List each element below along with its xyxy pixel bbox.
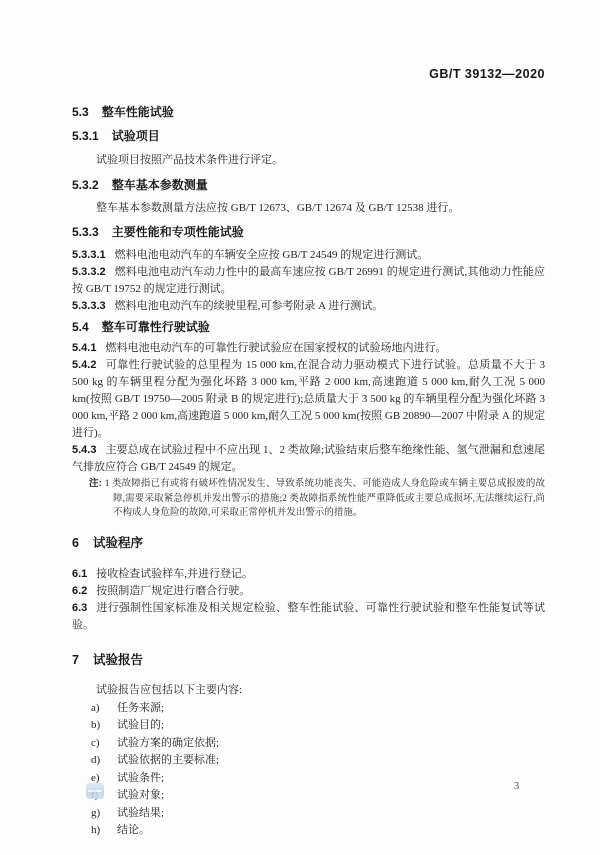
report-item-c [91, 735, 545, 753]
heading-number: 5.3.3 [72, 225, 99, 239]
report-item-f [91, 787, 545, 805]
heading-title: 试验程序 [92, 535, 143, 550]
paragraph-5-3-1: 试验项目按照产品技术条件进行评定。 [96, 154, 283, 166]
page-number: 3 [514, 781, 520, 792]
item-letter: c) [91, 736, 100, 749]
item-letter: d) [91, 754, 101, 766]
heading-5-4 [72, 319, 545, 336]
heading-5-3-1 [72, 128, 545, 145]
clause-number: 5.4.2 [72, 359, 97, 371]
watermark-logo [86, 783, 104, 799]
clause-text: 按照制造厂规定进行磨合行驶。 [96, 584, 251, 597]
item-text: 试验结果; [117, 806, 165, 819]
heading-title: 整车基本参数测量 [111, 178, 208, 192]
item-letter: b) [91, 719, 101, 731]
item-letter: h) [91, 824, 101, 836]
clause-text: 接收检查试验样车,并进行登记。 [96, 567, 254, 580]
heading-title: 试验项目 [111, 129, 160, 143]
clause-number: 6.2 [72, 584, 88, 597]
heading-number: 6 [72, 535, 79, 550]
clause-text: 燃料电池电动汽车的续驶里程,可参考附录 A 进行测试。 [114, 300, 384, 312]
heading-number: 7 [72, 652, 79, 667]
item-text: 结论。 [117, 824, 150, 836]
clause-number: 6.1 [72, 567, 88, 580]
clause-number: 5.3.3.3 [72, 300, 106, 312]
clause-5-3-3-3 [72, 298, 545, 315]
heading-title: 主要性能和专项性能试验 [111, 225, 244, 239]
report-item-d [91, 752, 545, 770]
clause-text: 可靠性行驶试验的总里程为 15 000 km,在混合动力驱动模式下进行试验。总质量不大于 3 500 kg 的车辆里程分配为强化坏路 3 000 km,平路 2 000 km,高速跑道 5 000 km,耐久工况 5 000 km(按照 GB/T 19750—2005 附录 B 的规定进行);总质量大于 3 500 kg 的车辆里程分配为强化坏路 3 000 km,平路 2 000 km,高速跑道 5 000 km,耐久工况 5 000 km(按照 GB 20890—2007 中附录 A 的规定进行)。 [72, 359, 546, 439]
report-item-b [91, 717, 545, 735]
clause-number: 6.3 [72, 601, 88, 614]
report-item-a [91, 700, 545, 718]
item-text: 试验条件; [117, 771, 165, 784]
clause-number: 5.3.3.1 [72, 249, 106, 261]
clause-5-4-1 [72, 340, 545, 357]
heading-5-3 [72, 104, 545, 121]
note-text: 1 类故障指已有或将有破坏性情况发生、导致系统功能丧失、可能造成人身危险或车辆主要总成报废的故障,需要采取紧急停机并发出警示的措施;2 类故障指系统性能严重降低或主要总成损坏,无法继续运行,尚不构成人身危险的故障,可采取正常停机并发出警示的措施。 [104, 479, 545, 518]
paragraph-5-3-2: 整车基本参数测量方法应按 GB/T 12673、GB/T 12674 及 GB/T 12538 进行。 [96, 202, 460, 214]
paragraph-7-intro: 试验报告应包括以下主要内容: [96, 683, 243, 696]
item-text: 试验对象; [117, 789, 165, 801]
note-block [89, 477, 545, 521]
clause-5-3-3-2 [72, 264, 545, 298]
clause-text: 燃料电池电动汽车的车辆安全应按 GB/T 24549 的规定进行测试。 [114, 249, 429, 261]
clause-text: 进行强制性国家标准及相关规定检验、整车性能试验、可靠性行驶试验和整车性能复试等试验。 [72, 601, 545, 631]
clause-6-2 [72, 583, 545, 600]
item-text: 任务来源; [117, 701, 165, 714]
report-item-h [91, 822, 545, 840]
item-letter: a) [91, 701, 100, 714]
heading-number: 5.3 [72, 105, 89, 119]
heading-number: 5.3.1 [72, 129, 99, 143]
clause-6-1 [72, 566, 545, 583]
clause-text: 主要总成在试验过程中不应出现 1、2 类故障;试验结束后整车绝缘性能、氢气泄漏和怠速尾气排放应符合 GB/T 24549 的规定。 [72, 444, 545, 473]
heading-number: 5.3.2 [72, 178, 99, 192]
item-text: 试验依据的主要标准; [117, 754, 220, 766]
clause-5-4-3 [72, 442, 545, 476]
clause-text: 燃料电池电动汽车动力性中的最高车速应按 GB/T 26991 的规定进行测试,其他动力性能应按 GB/T 19752 的规定进行测试。 [72, 266, 545, 295]
heading-5-3-3 [72, 224, 545, 241]
clause-number: 5.4.3 [72, 444, 97, 456]
heading-7 [72, 651, 545, 669]
report-item-g [91, 805, 545, 823]
clause-5-3-3-1 [72, 247, 545, 264]
clause-number: 5.3.3.2 [72, 266, 106, 278]
clause-number: 5.4.1 [72, 342, 97, 354]
heading-number: 5.4 [72, 320, 89, 334]
standard-code: GB/T 39132—2020 [429, 67, 545, 81]
clause-6-3 [72, 600, 545, 634]
item-letter: g) [91, 806, 101, 819]
report-item-e [91, 770, 545, 788]
item-letter: e) [91, 771, 100, 784]
heading-title: 试验报告 [92, 652, 143, 667]
heading-5-3-2 [72, 177, 545, 194]
heading-title: 整车可靠性行驶试验 [101, 320, 210, 334]
heading-6 [72, 534, 545, 552]
clause-text: 燃料电池电动汽车的可靠性行驶试验应在国家授权的试验场地内进行。 [105, 342, 447, 354]
clause-5-4-2 [72, 357, 545, 442]
note-label: 注: [89, 478, 102, 489]
heading-title: 整车性能试验 [101, 105, 174, 119]
report-content-list [72, 700, 545, 840]
item-text: 试验目的; [117, 719, 165, 731]
item-text: 试验方案的确定依据; [117, 736, 220, 749]
